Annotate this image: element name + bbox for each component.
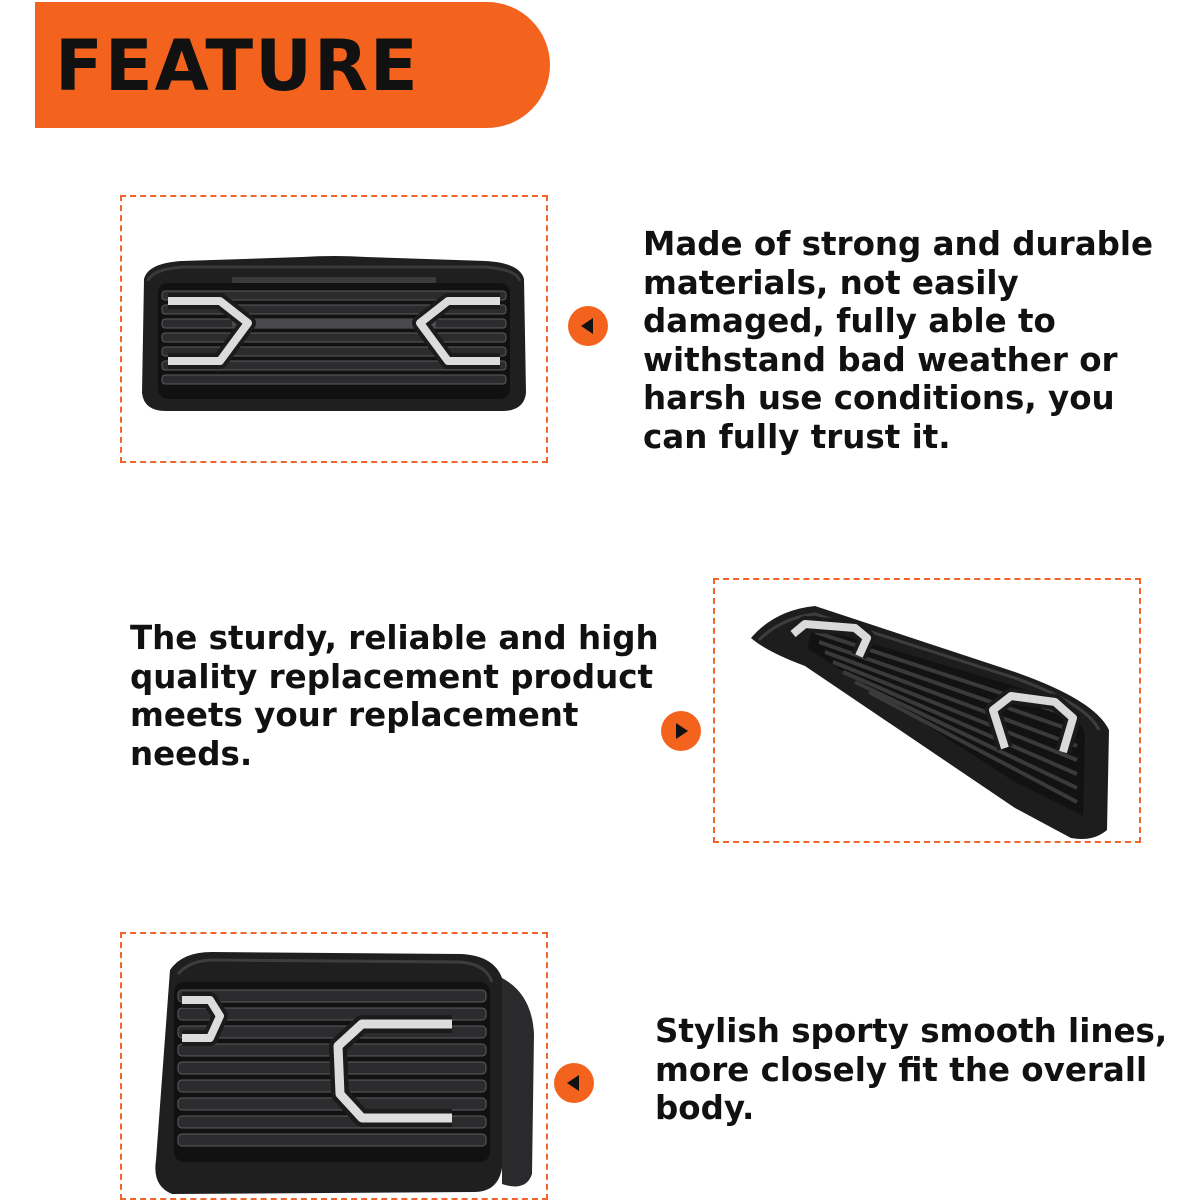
grille-angled-image — [715, 580, 1139, 841]
grille-front-photo — [120, 195, 548, 463]
feature-text-1: Made of strong and durable materials, not easily damaged, fully able to withstand bad weather or harsh use conditions, you can fully trust it. — [643, 225, 1154, 456]
left-arrow-icon — [568, 306, 608, 346]
feature-text-2: The sturdy, reliable and high quality replacement product meets your replacement needs. — [130, 619, 659, 773]
feature-text-3: Stylish sporty smooth lines, more closely fit the overall body. — [655, 1012, 1168, 1127]
banner-title: FEATURE — [55, 25, 420, 107]
grille-side-photo — [120, 932, 548, 1200]
grille-angled-photo — [713, 578, 1141, 843]
grille-front-image — [122, 197, 546, 461]
feature-banner — [35, 2, 550, 128]
right-arrow-icon — [661, 711, 701, 751]
left-arrow-icon — [554, 1063, 594, 1103]
grille-side-image — [122, 934, 546, 1198]
